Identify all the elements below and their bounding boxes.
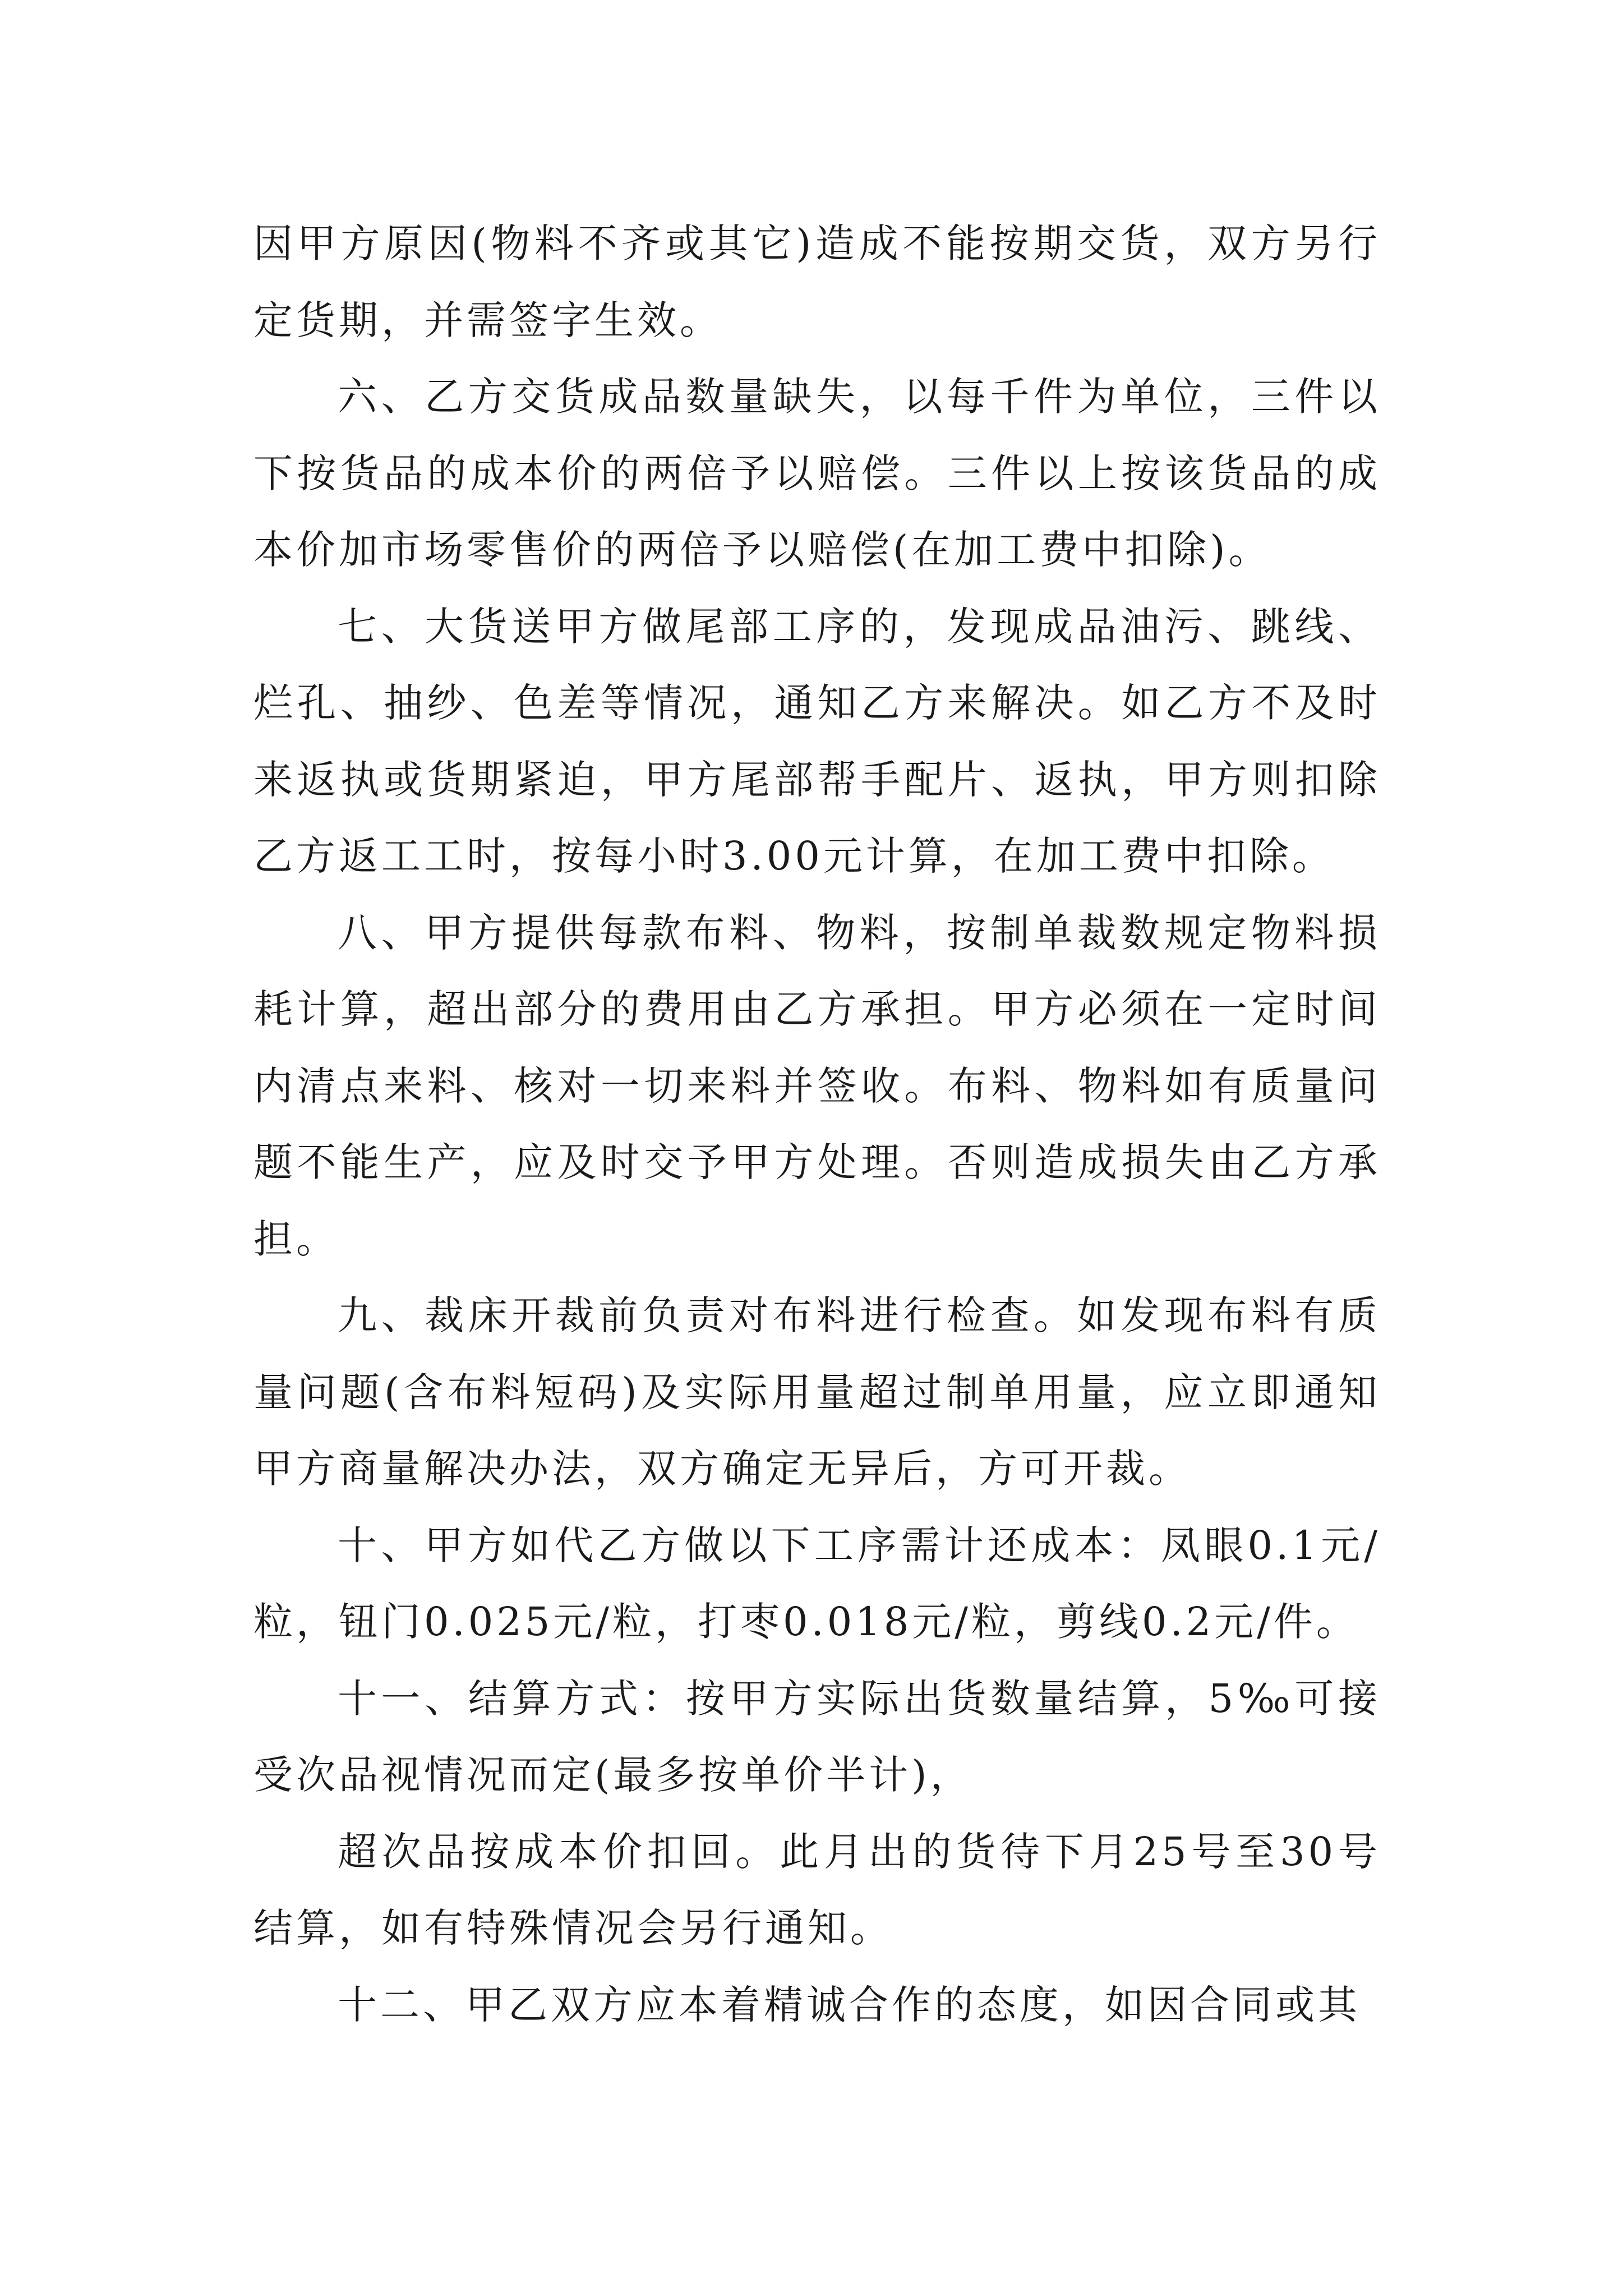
paragraph-clause-11: 十一、结算方式：按甲方实际出货数量结算，5‰可接受次品视情况而定(最多按单价半计)，	[253, 1675, 1381, 1798]
paragraph-clause-7: 七、大货送甲方做尾部工序的，发现成品油污、跳线、烂孔、抽纱、色差等情况，通知乙方来解决。如乙方不及时来返执或货期紧迫，甲方尾部帮手配片、返执，甲方则扣除乙方返工工时，按每小时3.00元计算，在加工费中扣除。	[253, 603, 1381, 879]
paragraph-clause-11-continued: 超次品按成本价扣回。此月出的货待下月25号至30号结算，如有特殊情况会另行通知。	[253, 1828, 1381, 1951]
paragraph-delivery-delay: 因甲方原因(物料不齐或其它)造成不能按期交货，双方另行定货期，并需签字生效。	[253, 220, 1381, 343]
paragraph-clause-10: 十、甲方如代乙方做以下工序需计还成本：凤眼0.1元/粒，钮门0.025元/粒，打枣0.018元/粒，剪线0.2元/件。	[253, 1522, 1381, 1645]
paragraph-clause-12: 十二、甲乙双方应本着精诚合作的态度，如因合同或其	[338, 1981, 1361, 2028]
paragraph-clause-6: 六、乙方交货成品数量缺失，以每千件为单位，三件以下按货品的成本价的两倍予以赔偿。三件以上按该货品的成本价加市场零售价的两倍予以赔偿(在加工费中扣除)。	[253, 374, 1381, 573]
paragraph-clause-8: 八、甲方提供每款布料、物料，按制单裁数规定物料损耗计算，超出部分的费用由乙方承担。甲方必须在一定时间内清点来料、核对一切来料并签收。布料、物料如有质量问题不能生产，应及时交予甲方处理。否则造成损失由乙方承担。	[253, 909, 1381, 1262]
document-body	[253, 205, 1381, 2043]
paragraph-clause-9: 九、裁床开裁前负责对布料进行检查。如发现布料有质量问题(含布料短码)及实际用量超过制单用量，应立即通知甲方商量解决办法，双方确定无异后，方可开裁。	[253, 1292, 1381, 1492]
